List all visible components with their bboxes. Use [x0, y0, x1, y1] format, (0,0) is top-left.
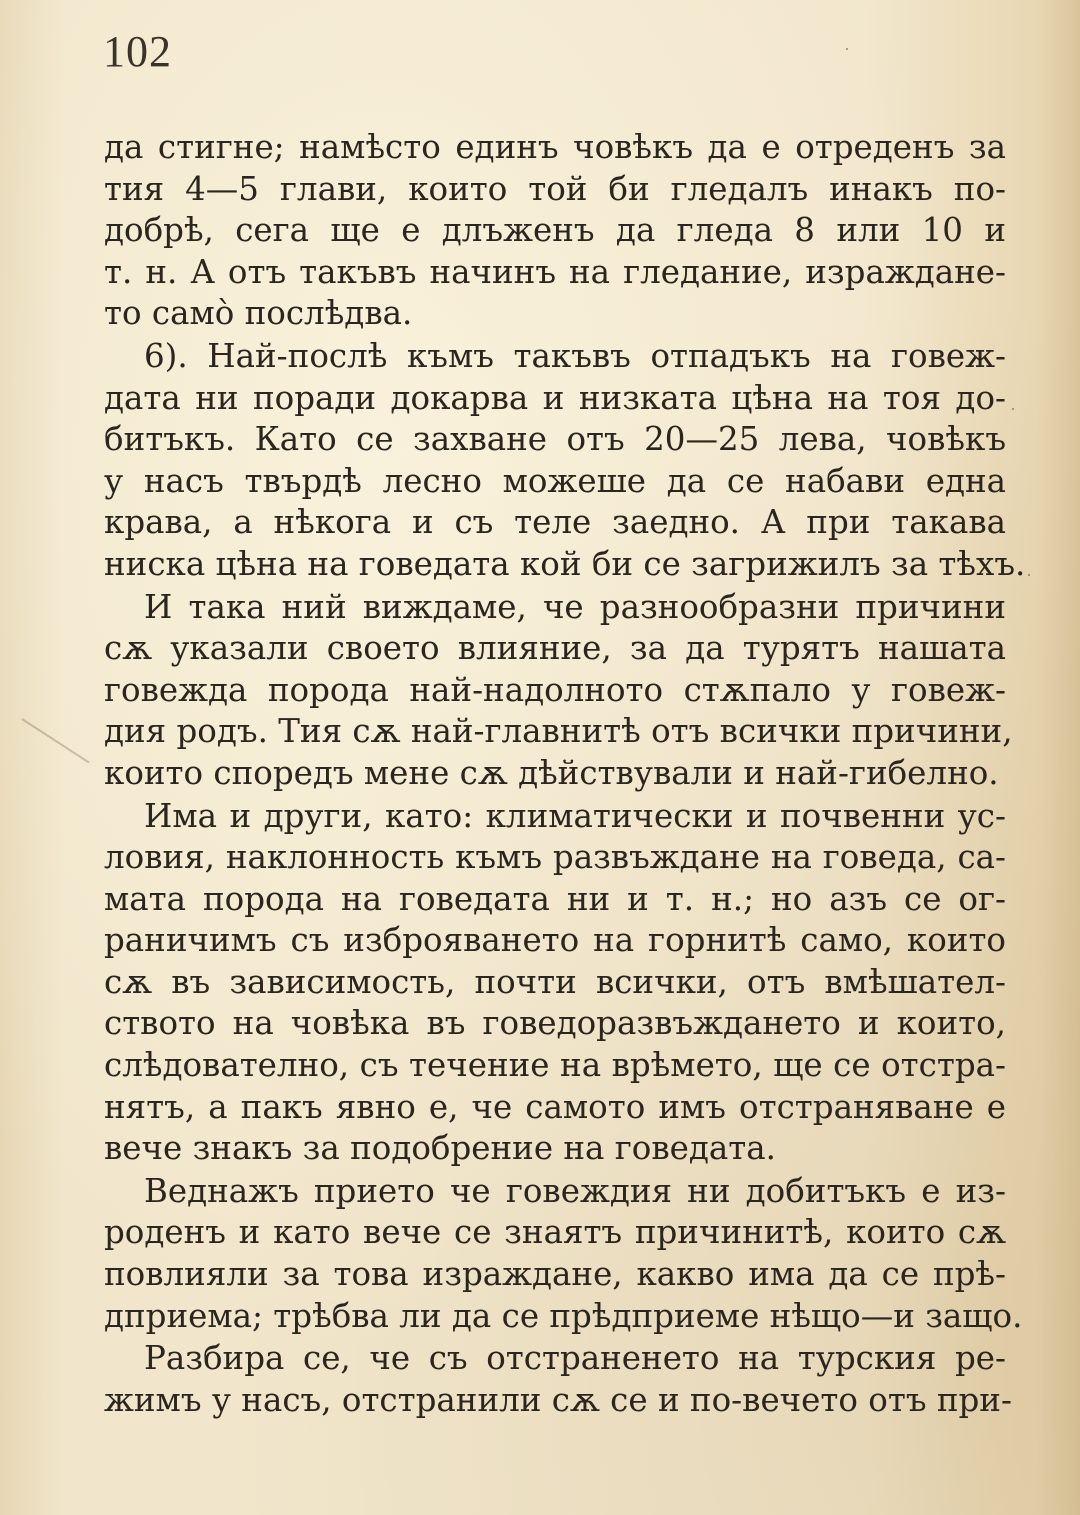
text-line: Веднажъ прието че говеждия ни добитъкъ е из-	[144, 1171, 1006, 1210]
page-number: 102	[103, 27, 172, 76]
text-line: 6). Най-послѣ къмъ такъвъ отпадъкъ на говеж-	[144, 336, 1006, 375]
text-line: ловия, наклонность къмъ развъждане на говеда, са-	[104, 838, 1006, 877]
text-line: сѫ въ зависимость, почти всички, отъ вмѣшател-	[104, 962, 1006, 1001]
text-line: то само̀ послѣдва.	[104, 294, 413, 333]
text-line: говежда порода най-надолното стѫпало у говеж-	[104, 670, 1006, 709]
text-line: вече знакъ за подобрение на говедата.	[104, 1129, 776, 1168]
text-line: роденъ и като вече се знаятъ причинитѣ, които сѫ	[104, 1213, 1006, 1252]
text-line: мата порода на говедата ни и т. н.; но азъ се ог-	[104, 879, 1006, 918]
text-line: които споредъ мене сѫ дѣйствували и най-гибелно.	[104, 753, 999, 792]
paper-speck	[1012, 408, 1014, 410]
paragraph	[104, 127, 1006, 335]
text-line: повлияли за това израждане, какво има да се прѣ-	[104, 1255, 1006, 1294]
text-line: дата ни поради докарва и низката цѣна на тоя до-	[104, 378, 1006, 417]
text-line: ството на човѣка въ говедоразвъждането и които,	[104, 1004, 1006, 1043]
text-line: тия 4—5 глави, които той би гледалъ инакъ по-	[104, 169, 1006, 208]
body-text	[104, 127, 1026, 1421]
paper-speck	[1028, 574, 1030, 576]
text-line: ниска цѣна на говедата кой би се загрижилъ за тѣхъ.	[104, 544, 1026, 583]
paragraph	[104, 336, 1026, 586]
text-line: слѣдователно, съ течение на врѣмето, ще се отстра-	[104, 1046, 1006, 1085]
text-line: И така ний виждаме, че разнообразни причини	[144, 587, 1006, 626]
text-line: нятъ, а пакъ явно е, че самото имъ отстраняване е	[104, 1087, 1006, 1126]
text-line: да стигне; намѣсто единъ човѣкъ да е отреденъ за	[104, 128, 1006, 166]
paragraph	[104, 1338, 1012, 1421]
text-line: Има и други, като: климатически и почвенни ус-	[144, 796, 1006, 835]
text-line: добрѣ, сега ще е длъженъ да гледа 8 или 10 и	[104, 211, 1006, 250]
text-line: дия родъ. Тия сѫ най-главнитѣ отъ всички причини,	[104, 712, 1013, 751]
text-line: битъкъ. Като се захване отъ 20—25 лева, човѣкъ	[104, 420, 1006, 459]
paragraph	[104, 587, 1013, 795]
text-line: т. н. А отъ такъвъ начинъ на гледание, израждане-	[104, 252, 1006, 291]
text-line: у насъ твърдѣ лесно можеше да се набави една	[104, 461, 1006, 500]
paper-scratch	[21, 718, 89, 763]
paragraph	[104, 1171, 1023, 1337]
text-line: раничимъ съ изброяването на горнитѣ само, които	[104, 921, 1006, 960]
text-line: сѫ указали своето влияние, за да турятъ нашата	[104, 629, 1006, 668]
paragraph	[104, 796, 1006, 1170]
text-line: жимъ у насъ, отстранили сѫ се и по-вечето отъ при-	[104, 1380, 1012, 1419]
text-line: крава, а нѣкога и съ теле заедно. А при такава	[104, 503, 1006, 542]
text-line: Разбира се, че съ отстраненето на турския ре-	[144, 1339, 1006, 1378]
paper-speck	[846, 48, 848, 50]
text-line: дприема; трѣбва ли да се прѣдприеме нѣщо—и защо.	[104, 1296, 1023, 1335]
